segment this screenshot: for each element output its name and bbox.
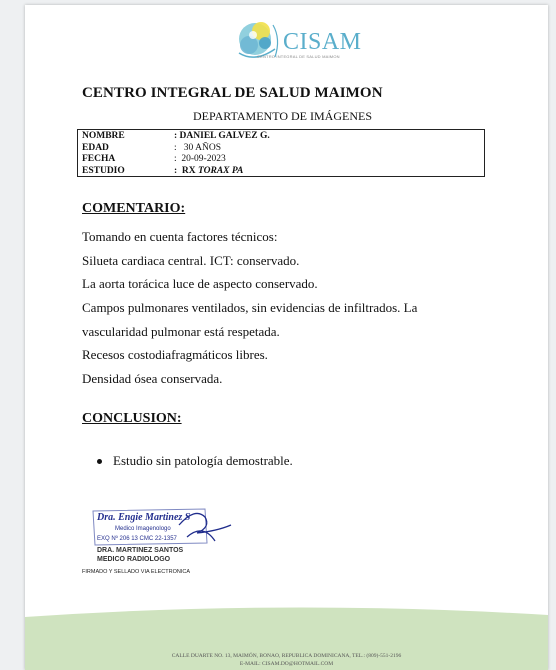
department-title: DEPARTAMENTO DE IMÁGENES [193,109,372,123]
comentario-line: La aorta torácica luce de aspecto conservado. [82,276,318,292]
info-row-estudio [82,166,484,178]
signature-stamp [87,503,237,551]
stamp-exq: EXQ Nº 206 13 CMC 22-1357 [97,536,177,542]
conclusion-title: CONCLUSION: [82,411,182,426]
signer-role: MEDICO RADIOLOGO [97,556,171,563]
edad-value: : 30 AÑOS [174,142,221,153]
fecha-label: FECHA [82,154,116,164]
comentario-line: Silueta cardiaca central. ICT: conservado. [82,252,300,268]
footer-text [25,652,548,668]
logo-subtitle: CENTRO INTEGRAL DE SALUD MAIMON [257,54,340,59]
comentario-body [82,225,512,391]
edad-label: EDAD [82,142,109,153]
bullet-icon [97,459,102,464]
logo-name: CISAM [283,29,362,55]
conclusion-item-text: Estudio sin patología demostrable. [113,453,293,468]
fecha-value: : 20-09-2023 [174,154,226,164]
signer-name: DRA. MARTINEZ SANTOS [97,547,184,554]
signature-scribble-icon [179,513,231,541]
nombre-value: : DANIEL GALVEZ G. [174,131,270,141]
stamp-name: Dra. Engie Martinez S [97,512,191,523]
signature-note: FIRMADO Y SELLADO VIA ELECTRONICA [82,569,190,575]
conclusion-item [97,453,293,469]
footer-address: CALLE DUARTE NO. 13, MAIMÓN, BONAO, REPUBLICA DOMINICANA, TEL.: (809)-551-2196 [171,653,402,659]
comentario-title: COMENTARIO: [82,201,186,216]
comentario-line: Campos pulmonares ventilados, sin evidencias de infiltrados. La [82,300,418,316]
estudio-label: ESTUDIO [82,165,125,176]
estudio-prefix: : RX [174,165,199,176]
center-title: CENTRO INTEGRAL DE SALUD MAIMON [82,85,383,101]
info-row-fecha [82,154,484,166]
comentario-line: Recesos costodiafragmáticos libres. [82,347,268,363]
stamp-role: Medico Imagenologo [115,526,171,532]
footer-email: E-MAIL: CISAM.DO@HOTMAIL.COM [239,661,334,667]
comentario-line: vascularidad pulmonar está respetada. [82,323,280,339]
info-row-nombre [82,131,484,143]
signer-block [97,546,183,564]
comentario-line: Tomando en cuenta factores técnicos: [82,229,278,244]
info-row-edad [82,143,484,155]
report-page [25,5,548,670]
nombre-label: NOMBRE [82,131,125,141]
estudio-value: TORAX PA [198,165,244,176]
patient-info-box [77,129,485,177]
comentario-line: Densidad ósea conservada. [82,371,223,387]
